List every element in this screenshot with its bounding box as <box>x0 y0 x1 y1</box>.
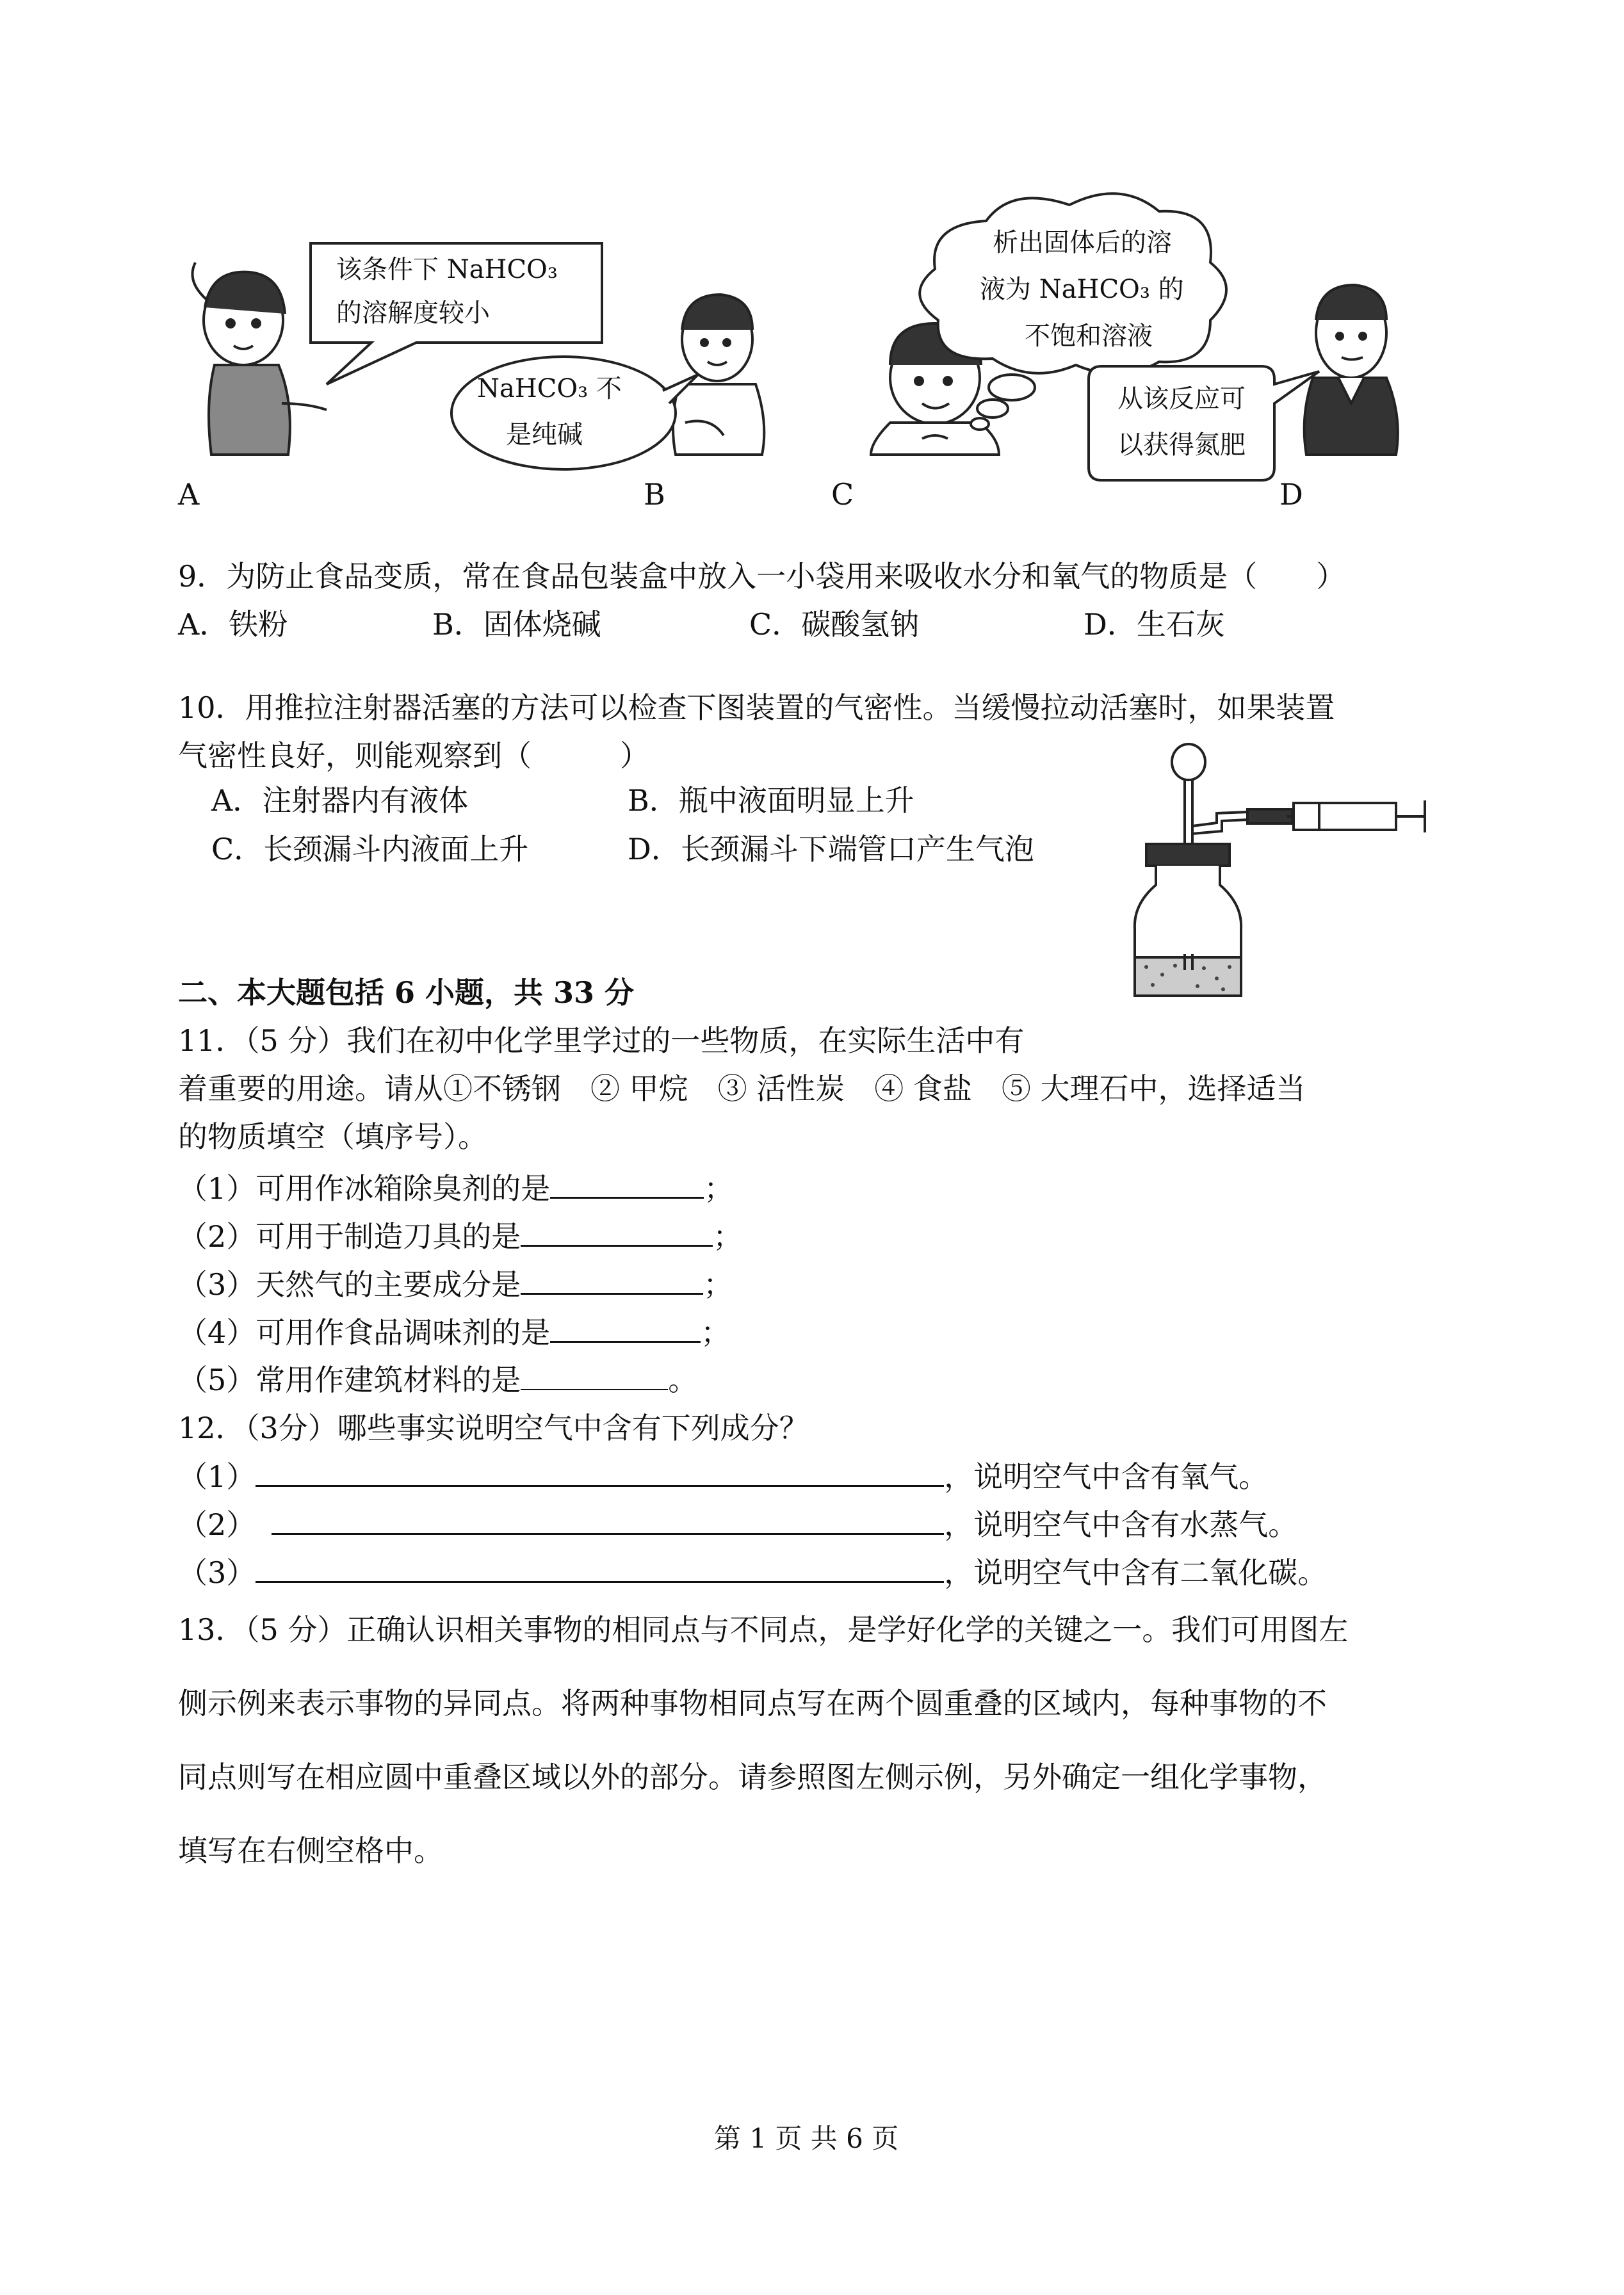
figure-label-a: A <box>178 477 200 512</box>
q10-option-d: D．长颈漏斗下端管口产生气泡 <box>628 832 1034 866</box>
q11-item-5-text: （5）常用作建筑材料的是 <box>178 1363 521 1397</box>
man-figure-d <box>1304 285 1398 455</box>
figure-label-d: D <box>1279 477 1303 512</box>
thought-text-c-line3: 不饱和溶液 <box>1025 321 1153 351</box>
q12-item-3-tail: ，说明空气中含有二氧化碳。 <box>944 1555 1328 1590</box>
q11-item-5-end: 。 <box>668 1363 698 1397</box>
thought-text-c-line1: 析出固体后的溶 <box>993 228 1172 257</box>
q11-item-3 <box>178 1265 733 1304</box>
figure-label-c: C <box>831 477 854 512</box>
q12-item-3 <box>178 1553 1327 1592</box>
section2-heading: 二、本大题包括 6 小题，共 33 分 <box>178 975 635 1010</box>
q11-answer-blank-3[interactable] <box>521 1265 703 1295</box>
speech-text-a-line1: 该条件下 NaHCO₃ <box>336 255 558 284</box>
q11-line2: 着重要的用途。请从①不锈钢 ② 甲烷 ③ 活性炭 ④ 食盐 ⑤ 大理石中，选择适当 <box>178 1071 1306 1106</box>
speech-text-d-line1: 从该反应可 <box>1117 384 1246 414</box>
q11-answer-blank-1[interactable] <box>550 1169 704 1199</box>
q11-item-1-end: ； <box>704 1171 734 1206</box>
page-footer: 第 1 页 共 6 页 <box>714 2123 899 2154</box>
girl-figure-a <box>193 263 327 455</box>
boy-figure-b <box>673 295 764 455</box>
q10-stem-line1: 10．用推拉注射器活塞的方法可以检查下图装置的气密性。当缓慢拉动活塞时，如果装置 <box>178 690 1335 725</box>
cartoon-drawing <box>160 192 1473 525</box>
q12-item-1-tail: ，说明空气中含有氧气。 <box>944 1459 1269 1494</box>
q9-option-d: D．生石灰 <box>1084 607 1225 642</box>
q13-line1: 13．（5 分）正确认识相关事物的相同点与不同点，是学好化学的关键之一。我们可用图左 <box>178 1612 1349 1647</box>
q9-stem: 9．为防止食品变质，常在食品包装盒中放入一小袋用来吸收水分和氧气的物质是（ ） <box>178 559 1346 594</box>
q11-answer-blank-5[interactable] <box>521 1361 668 1390</box>
speech-text-b-line2: 是纯碱 <box>506 420 583 450</box>
thought-text-c-line2: 液为 NaHCO₃ 的 <box>980 275 1184 304</box>
q11-answer-blank-2[interactable] <box>521 1217 713 1247</box>
q9-option-b: B．固体烧碱 <box>432 607 601 642</box>
q9-option-c: C．碳酸氢钠 <box>749 607 920 642</box>
funnel-bulb <box>1172 744 1205 780</box>
q11-item-3-end: ； <box>703 1267 733 1302</box>
q10-option-c: C．长颈漏斗内液面上升 <box>211 832 529 866</box>
q12-stem: 12．（3分）哪些事实说明空气中含有下列成分？ <box>178 1411 809 1445</box>
q9-option-a: A．铁粉 <box>178 607 288 642</box>
syringe-barrel <box>1294 803 1396 830</box>
q12-item-2 <box>178 1505 1297 1544</box>
q12-item-1-num: （1） <box>178 1459 256 1494</box>
rubber-connector <box>1247 809 1292 823</box>
q10-stem-line2: 气密性良好，则能观察到（ ） <box>178 738 649 773</box>
q11-item-5 <box>178 1361 697 1399</box>
q11-item-2 <box>178 1217 742 1256</box>
q11-answer-blank-4[interactable] <box>550 1313 701 1343</box>
speech-text-a-line2: 的溶解度较小 <box>336 298 490 328</box>
q11-item-2-end: ； <box>713 1219 743 1254</box>
q12-item-3-num: （3） <box>178 1555 256 1590</box>
q11-item-2-text: （2）可用于制造刀具的是 <box>178 1219 521 1254</box>
q11-item-4 <box>178 1313 730 1352</box>
speech-text-d-line2: 以获得氮肥 <box>1117 430 1246 460</box>
apparatus-drawing <box>1127 736 1434 1005</box>
q12-item-1 <box>178 1457 1268 1496</box>
q12-answer-blank-2[interactable] <box>272 1505 944 1535</box>
q13-line2: 侧示例来表示事物的异同点。将两种事物相同点写在两个圆重叠的区域内，每种事物的不 <box>178 1686 1327 1721</box>
q11-item-4-end: ； <box>701 1315 731 1350</box>
cartoon-illustration <box>160 192 1473 525</box>
q11-item-3-text: （3）天然气的主要成分是 <box>178 1267 521 1302</box>
q11-line3: 的物质填空（填序号）。 <box>178 1119 487 1154</box>
q11-line1: 11．（5 分）我们在初中化学里学过的一些物质，在实际生活中有 <box>178 1023 1025 1058</box>
q11-item-1 <box>178 1169 733 1208</box>
figure-label-b: B <box>644 477 665 512</box>
speech-text-b-line1: NaHCO₃ 不 <box>477 374 622 403</box>
q11-item-4-text: （4）可用作食品调味剂的是 <box>178 1315 551 1350</box>
q12-answer-blank-1[interactable] <box>256 1457 944 1487</box>
q12-item-2-tail: ，说明空气中含有水蒸气。 <box>944 1507 1298 1542</box>
bottle-stopper <box>1146 844 1230 866</box>
q12-answer-blank-3[interactable] <box>256 1553 944 1583</box>
q10-option-a: A．注射器内有液体 <box>211 783 469 818</box>
airtightness-apparatus <box>1127 736 1434 1005</box>
q13-line3: 同点则写在相应圆中重叠区域以外的部分。请参照图左侧示例，另外确定一组化学事物， <box>178 1760 1327 1794</box>
q10-option-b: B．瓶中液面明显上升 <box>628 783 914 818</box>
q12-item-2-num: （2） <box>178 1507 256 1542</box>
q13-line4: 填写在右侧空格中。 <box>178 1833 443 1868</box>
q11-item-1-text: （1）可用作冰箱除臭剂的是 <box>178 1171 551 1206</box>
